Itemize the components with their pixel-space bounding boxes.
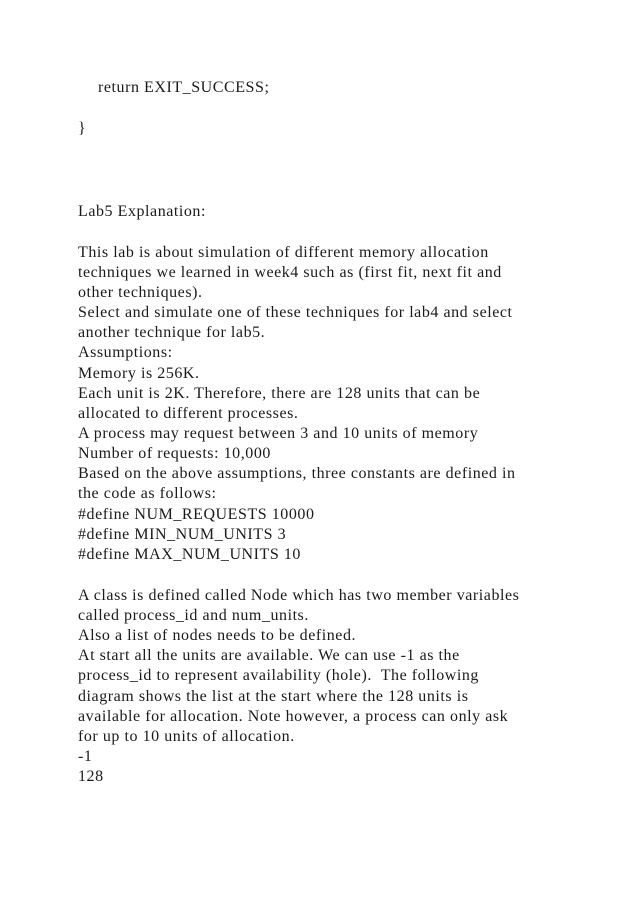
diagram-process-id: -1: [78, 748, 93, 765]
text-line: Each unit is 2K. Therefore, there are 128 units that can be: [78, 385, 481, 402]
text-line: This lab is about simulation of different memory allocation: [78, 244, 489, 261]
section-heading: Lab5 Explanation:: [78, 203, 206, 220]
text-line: other techniques).: [78, 284, 203, 301]
code-define-line: #define MIN_NUM_UNITS 3: [78, 526, 287, 543]
text-line: At start all the units are available. We can use -1 as the: [78, 647, 460, 664]
code-return-line: return EXIT_SUCCESS;: [98, 79, 270, 96]
text-line: techniques we learned in week4 such as (first fit, next fit and: [78, 264, 502, 281]
diagram-num-units: 128: [78, 768, 104, 785]
text-line: Also a list of nodes needs to be defined.: [78, 627, 357, 644]
text-line: A process may request between 3 and 10 units of memory: [78, 425, 479, 442]
text-line: Number of requests: 10,000: [78, 445, 271, 462]
text-line: another technique for lab5.: [78, 324, 266, 341]
text-line: process_id to represent availability (hole). The following: [78, 667, 479, 684]
text-line: diagram shows the list at the start where the 128 units is: [78, 688, 469, 705]
text-line: allocated to different processes.: [78, 405, 299, 422]
text-line: Select and simulate one of these techniques for lab4 and select: [78, 304, 513, 321]
text-line: Memory is 256K.: [78, 365, 200, 382]
text-line: the code as follows:: [78, 485, 217, 502]
code-define-line: #define NUM_REQUESTS 10000: [78, 506, 315, 523]
text-line: A class is defined called Node which has two member variables: [78, 587, 520, 604]
text-line: for up to 10 units of allocation.: [78, 728, 295, 745]
code-closing-brace: }: [78, 120, 87, 137]
text-line: Assumptions:: [78, 344, 173, 361]
text-line: Based on the above assumptions, three constants are defined in: [78, 465, 516, 482]
code-define-line: #define MAX_NUM_UNITS 10: [78, 546, 301, 563]
text-line: available for allocation. Note however, a process can only ask: [78, 708, 509, 725]
text-line: called process_id and num_units.: [78, 607, 309, 624]
